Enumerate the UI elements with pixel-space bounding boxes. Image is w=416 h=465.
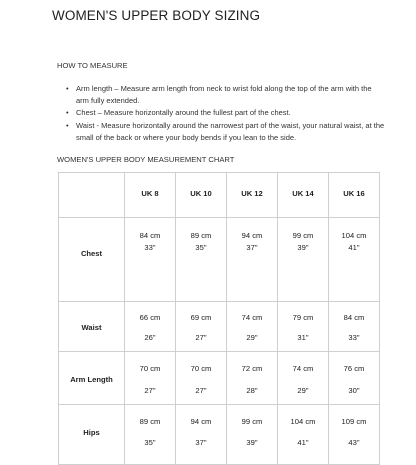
table-cell: 109 cm 43" (329, 405, 380, 465)
table-corner-cell (59, 173, 125, 218)
table-cell: 104 cm 41" (278, 405, 329, 465)
measurement-instructions (66, 83, 386, 144)
table-cell: 84 cm 33" (329, 302, 380, 352)
table-cell: 94 cm 37" (176, 405, 227, 465)
instruction-arm-length: • Arm length – Measure arm length from neck to wrist fold along the top of the arm with the arm fully extended. (66, 83, 386, 107)
instruction-waist: • Waist - Measure horizontally around the narrowest part of the waist, your natural waist, at the small of the back or where your body bends if you lean to the side. (66, 120, 386, 144)
table-row-arm-length (59, 352, 380, 405)
table-cell: 94 cm 37" (227, 218, 278, 302)
table-cell: 74 cm 29" (278, 352, 329, 405)
column-header-uk14: UK 14 (278, 173, 329, 218)
table-cell: 74 cm 29" (227, 302, 278, 352)
table-row-hips (59, 405, 380, 465)
table-cell: 70 cm 27" (125, 352, 176, 405)
column-header-uk16: UK 16 (329, 173, 380, 218)
table-cell: 84 cm 33" (125, 218, 176, 302)
measurement-table (58, 172, 380, 465)
table-cell: 69 cm 27" (176, 302, 227, 352)
column-header-uk12: UK 12 (227, 173, 278, 218)
row-label-hips: Hips (59, 405, 125, 465)
instruction-chest: • Chest – Measure horizontally around the fullest part of the chest. (66, 107, 386, 119)
table-header-row (59, 173, 380, 218)
row-label-waist: Waist (59, 302, 125, 352)
row-label-arm-length: Arm Length (59, 352, 125, 405)
table-cell: 66 cm 26" (125, 302, 176, 352)
table-cell: 104 cm 41" (329, 218, 380, 302)
table-row-chest (59, 218, 380, 302)
table-cell: 70 cm 27" (176, 352, 227, 405)
table-cell: 79 cm 31" (278, 302, 329, 352)
how-to-measure-heading: HOW TO MEASURE (57, 61, 128, 70)
table-cell: 72 cm 28" (227, 352, 278, 405)
column-header-uk8: UK 8 (125, 173, 176, 218)
column-header-uk10: UK 10 (176, 173, 227, 218)
table-cell: 89 cm 35" (125, 405, 176, 465)
page-title: WOMEN'S UPPER BODY SIZING (52, 8, 261, 23)
row-label-chest: Chest (59, 218, 125, 302)
table-cell: 89 cm 35" (176, 218, 227, 302)
table-row-waist (59, 302, 380, 352)
measurement-chart-heading: WOMEN'S UPPER BODY MEASUREMENT CHART (57, 155, 235, 164)
table-cell: 76 cm 30" (329, 352, 380, 405)
table-cell: 99 cm 39" (227, 405, 278, 465)
table-cell: 99 cm 39" (278, 218, 329, 302)
